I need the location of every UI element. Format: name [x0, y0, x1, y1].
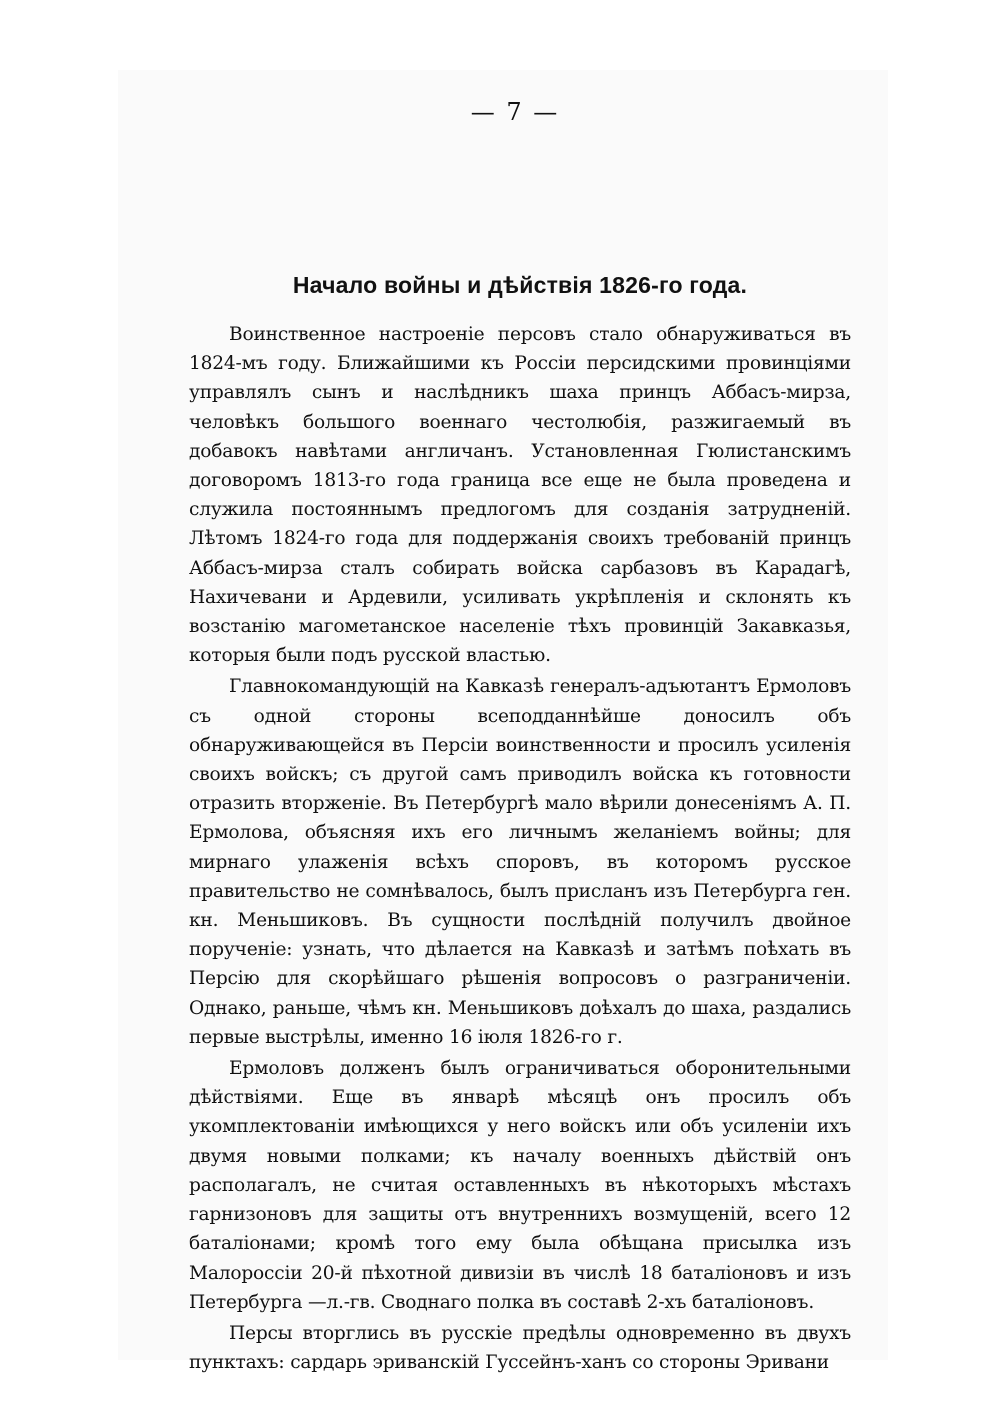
paragraph: Персы вторглись въ русскіе предѣлы одновременно въ двухъ пунктахъ: сардарь эриванскій Гуссейнъ-ханъ со стороны Эривани [189, 1322, 851, 1374]
chapter-title: Начало войны и дѣйствія 1826-го года. [292, 272, 748, 298]
page-number: — 7 — [470, 98, 560, 126]
body-text [189, 320, 851, 1379]
paragraph: Воинственное настроеніе персовъ стало обнаруживаться въ 1824-мъ году. Ближайшими къ Россіи персидскими провинціями управлялъ сынъ и наслѣдникъ шаха принцъ Аббасъ-мирза, человѣкъ большого военнаго честолюбія, разжигаемый въ добавокъ навѣтами англичанъ. Установленная Гюлистанскимъ договоромъ 1813-го года граница все еще не была проведена и служила постояннымъ предлогомъ для созданія затрудненій. Лѣтомъ 1824-го года для поддержанія своихъ требованій принцъ Аббасъ-мирза сталъ собирать войска сарбазовъ въ Карадагѣ, Нахичевани и Ардевили, усиливать укрѣпленія и склонять къ возстанію магометанское населеніе тѣхъ провинцій Закавказья, которыя были подъ русской властью. [189, 324, 851, 667]
paragraph: Ермоловъ долженъ былъ ограничиваться оборонительными дѣйствіями. Еще въ январѣ мѣсяцѣ онъ просилъ объ укомплектованіи имѣющихся у него войскъ или объ усиленіи ихъ двумя новыми полками; къ началу военныхъ дѣйствій онъ располагалъ, не считая оставленныхъ въ нѣкоторыхъ мѣстахъ гарнизоновъ для защиты отъ внутреннихъ возмущеній, всего 12 баталіонами; кромѣ того ему была обѣщана присылка изъ Малороссіи 20-й пѣхотной дивизіи въ числѣ 18 баталіоновъ и изъ Петербурга —л.-гв. Своднаго полка въ составѣ 2-хъ баталіоновъ. [189, 1058, 851, 1313]
paragraph: Главнокомандующій на Кавказѣ генералъ-адъютантъ Ермоловъ съ одной стороны всеподданнѣйше доносилъ объ обнаруживающейся въ Персіи воинственности и просилъ усиленія своихъ войскъ; съ другой самъ приводилъ войска къ готовности отразить вторженіе. Въ Петербургѣ мало вѣрили донесеніямъ А. П. Ермолова, объясняя ихъ его личнымъ желаніемъ войны; для мирнаго улаженія всѣхъ споровъ, въ которомъ русское правительство не сомнѣвалось, былъ присланъ изъ Петербурга ген. кн. Меньшиковъ. Въ сущности послѣдній получилъ двойное порученіе: узнать, что дѣлается на Кавказѣ и затѣмъ поѣхать въ Персію для скорѣйшаго рѣшенія вопросовъ о разграниченіи. Однако, раньше, чѣмъ кн. Меньшиковъ доѣхалъ до шаха, раздались первые выстрѣлы, именно 16 іюля 1826-го г. [189, 676, 851, 1048]
